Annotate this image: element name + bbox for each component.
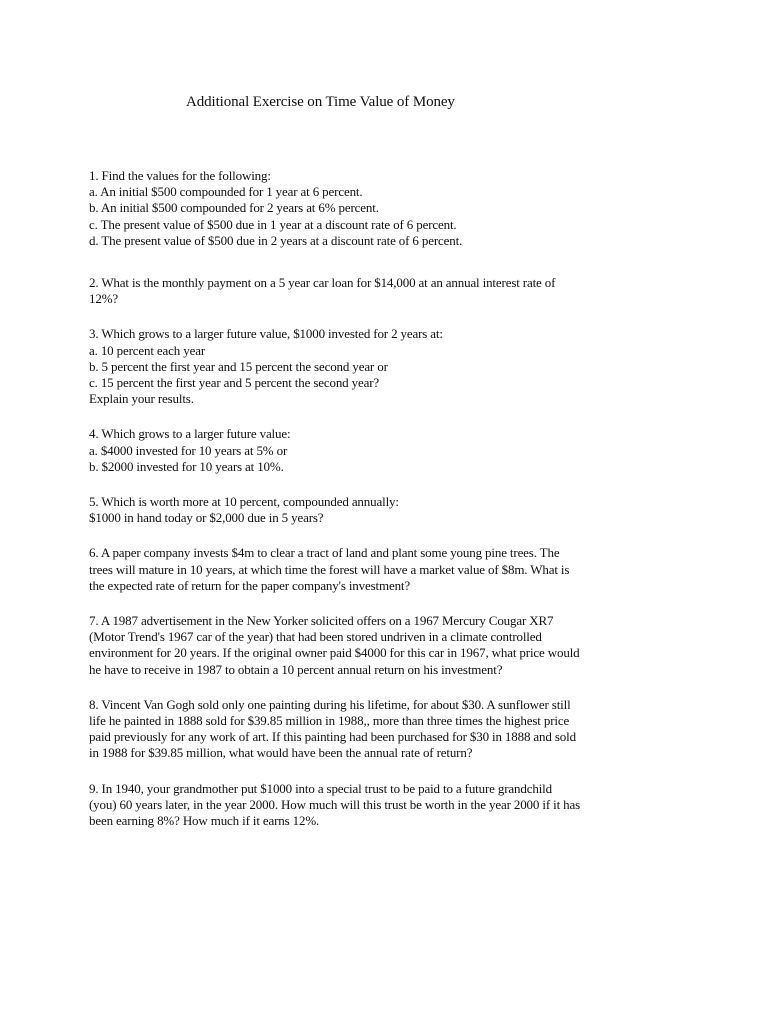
question-line: life he painted in 1888 sold for $39.85 million in 1988,, more than three times the highest price: [89, 713, 570, 729]
question-line: b. 5 percent the first year and 15 percent the second year or: [89, 358, 388, 374]
question-6: [89, 545, 629, 594]
question-line: 9. In 1940, your grandmother put $1000 into a special trust to be paid to a future grandchild: [89, 780, 552, 796]
question-5: [89, 494, 629, 526]
question-line: 6. A paper company invests $4m to clear a tract of land and plant some young pine trees. The: [89, 545, 560, 561]
question-line: (Motor Trend's 1967 car of the year) that had been stored undriven in a climate controlled: [89, 629, 542, 645]
question-line: 7. A 1987 advertisement in the New Yorker solicited offers on a 1967 Mercury Cougar XR7: [89, 613, 554, 629]
question-line: he have to receive in 1987 to obtain a 10 percent annual return on his investment?: [89, 661, 503, 677]
question-line: a. An initial $500 compounded for 1 year at 6 percent.: [89, 184, 363, 200]
question-line: 3. Which grows to a larger future value, $1000 invested for 2 years at:: [89, 326, 443, 342]
question-line: c. The present value of $500 due in 1 year at a discount rate of 6 percent.: [89, 216, 457, 232]
exercise-list: [89, 168, 629, 829]
question-line: trees will mature in 10 years, at which time the forest will have a market value of $8m. What is: [89, 561, 570, 577]
question-line: b. An initial $500 compounded for 2 years at 6% percent.: [89, 200, 379, 216]
question-line: been earning 8%? How much if it earns 12%.: [89, 813, 320, 829]
question-3: [89, 326, 629, 407]
question-line: $1000 in hand today or $2,000 due in 5 years?: [89, 510, 324, 526]
question-7: [89, 613, 629, 678]
question-1: [89, 168, 629, 249]
question-line: the expected rate of return for the paper company's investment?: [89, 577, 411, 593]
question-9: [89, 781, 629, 830]
question-line: paid previously for any work of art. If this painting had been purchased for $30 in 1888 and sold: [89, 729, 576, 745]
question-4: [89, 426, 629, 475]
question-line: a. $4000 invested for 10 years at 5% or: [89, 442, 288, 458]
question-line: 4. Which grows to a larger future value:: [89, 426, 291, 442]
document-title: Additional Exercise on Time Value of Money: [186, 94, 455, 110]
question-line: Explain your results.: [89, 391, 194, 407]
question-line: in 1988 for $39.85 million, what would have been the annual rate of return?: [89, 745, 473, 761]
question-line: 12%?: [89, 291, 118, 307]
question-line: b. $2000 invested for 10 years at 10%.: [89, 458, 284, 474]
question-line: 8. Vincent Van Gogh sold only one painting during his lifetime, for about $30. A sunflower still: [89, 696, 571, 712]
question-line: environment for 20 years. If the original owner paid $4000 for this car in 1967, what price would: [89, 645, 580, 661]
question-line: a. 10 percent each year: [89, 342, 206, 358]
question-line: (you) 60 years later, in the year 2000. How much will this trust be worth in the year 2000 if it has: [89, 796, 581, 812]
question-line: d. The present value of $500 due in 2 years at a discount rate of 6 percent.: [89, 232, 463, 248]
question-line: 2. What is the monthly payment on a 5 year car loan for $14,000 at an annual interest rate of: [89, 275, 556, 291]
question-line: 5. Which is worth more at 10 percent, compounded annually:: [89, 494, 399, 510]
question-line: c. 15 percent the first year and 5 percent the second year?: [89, 375, 380, 391]
question-line: 1. Find the values for the following:: [89, 168, 271, 183]
question-8: [89, 697, 629, 762]
question-2: [89, 275, 629, 307]
